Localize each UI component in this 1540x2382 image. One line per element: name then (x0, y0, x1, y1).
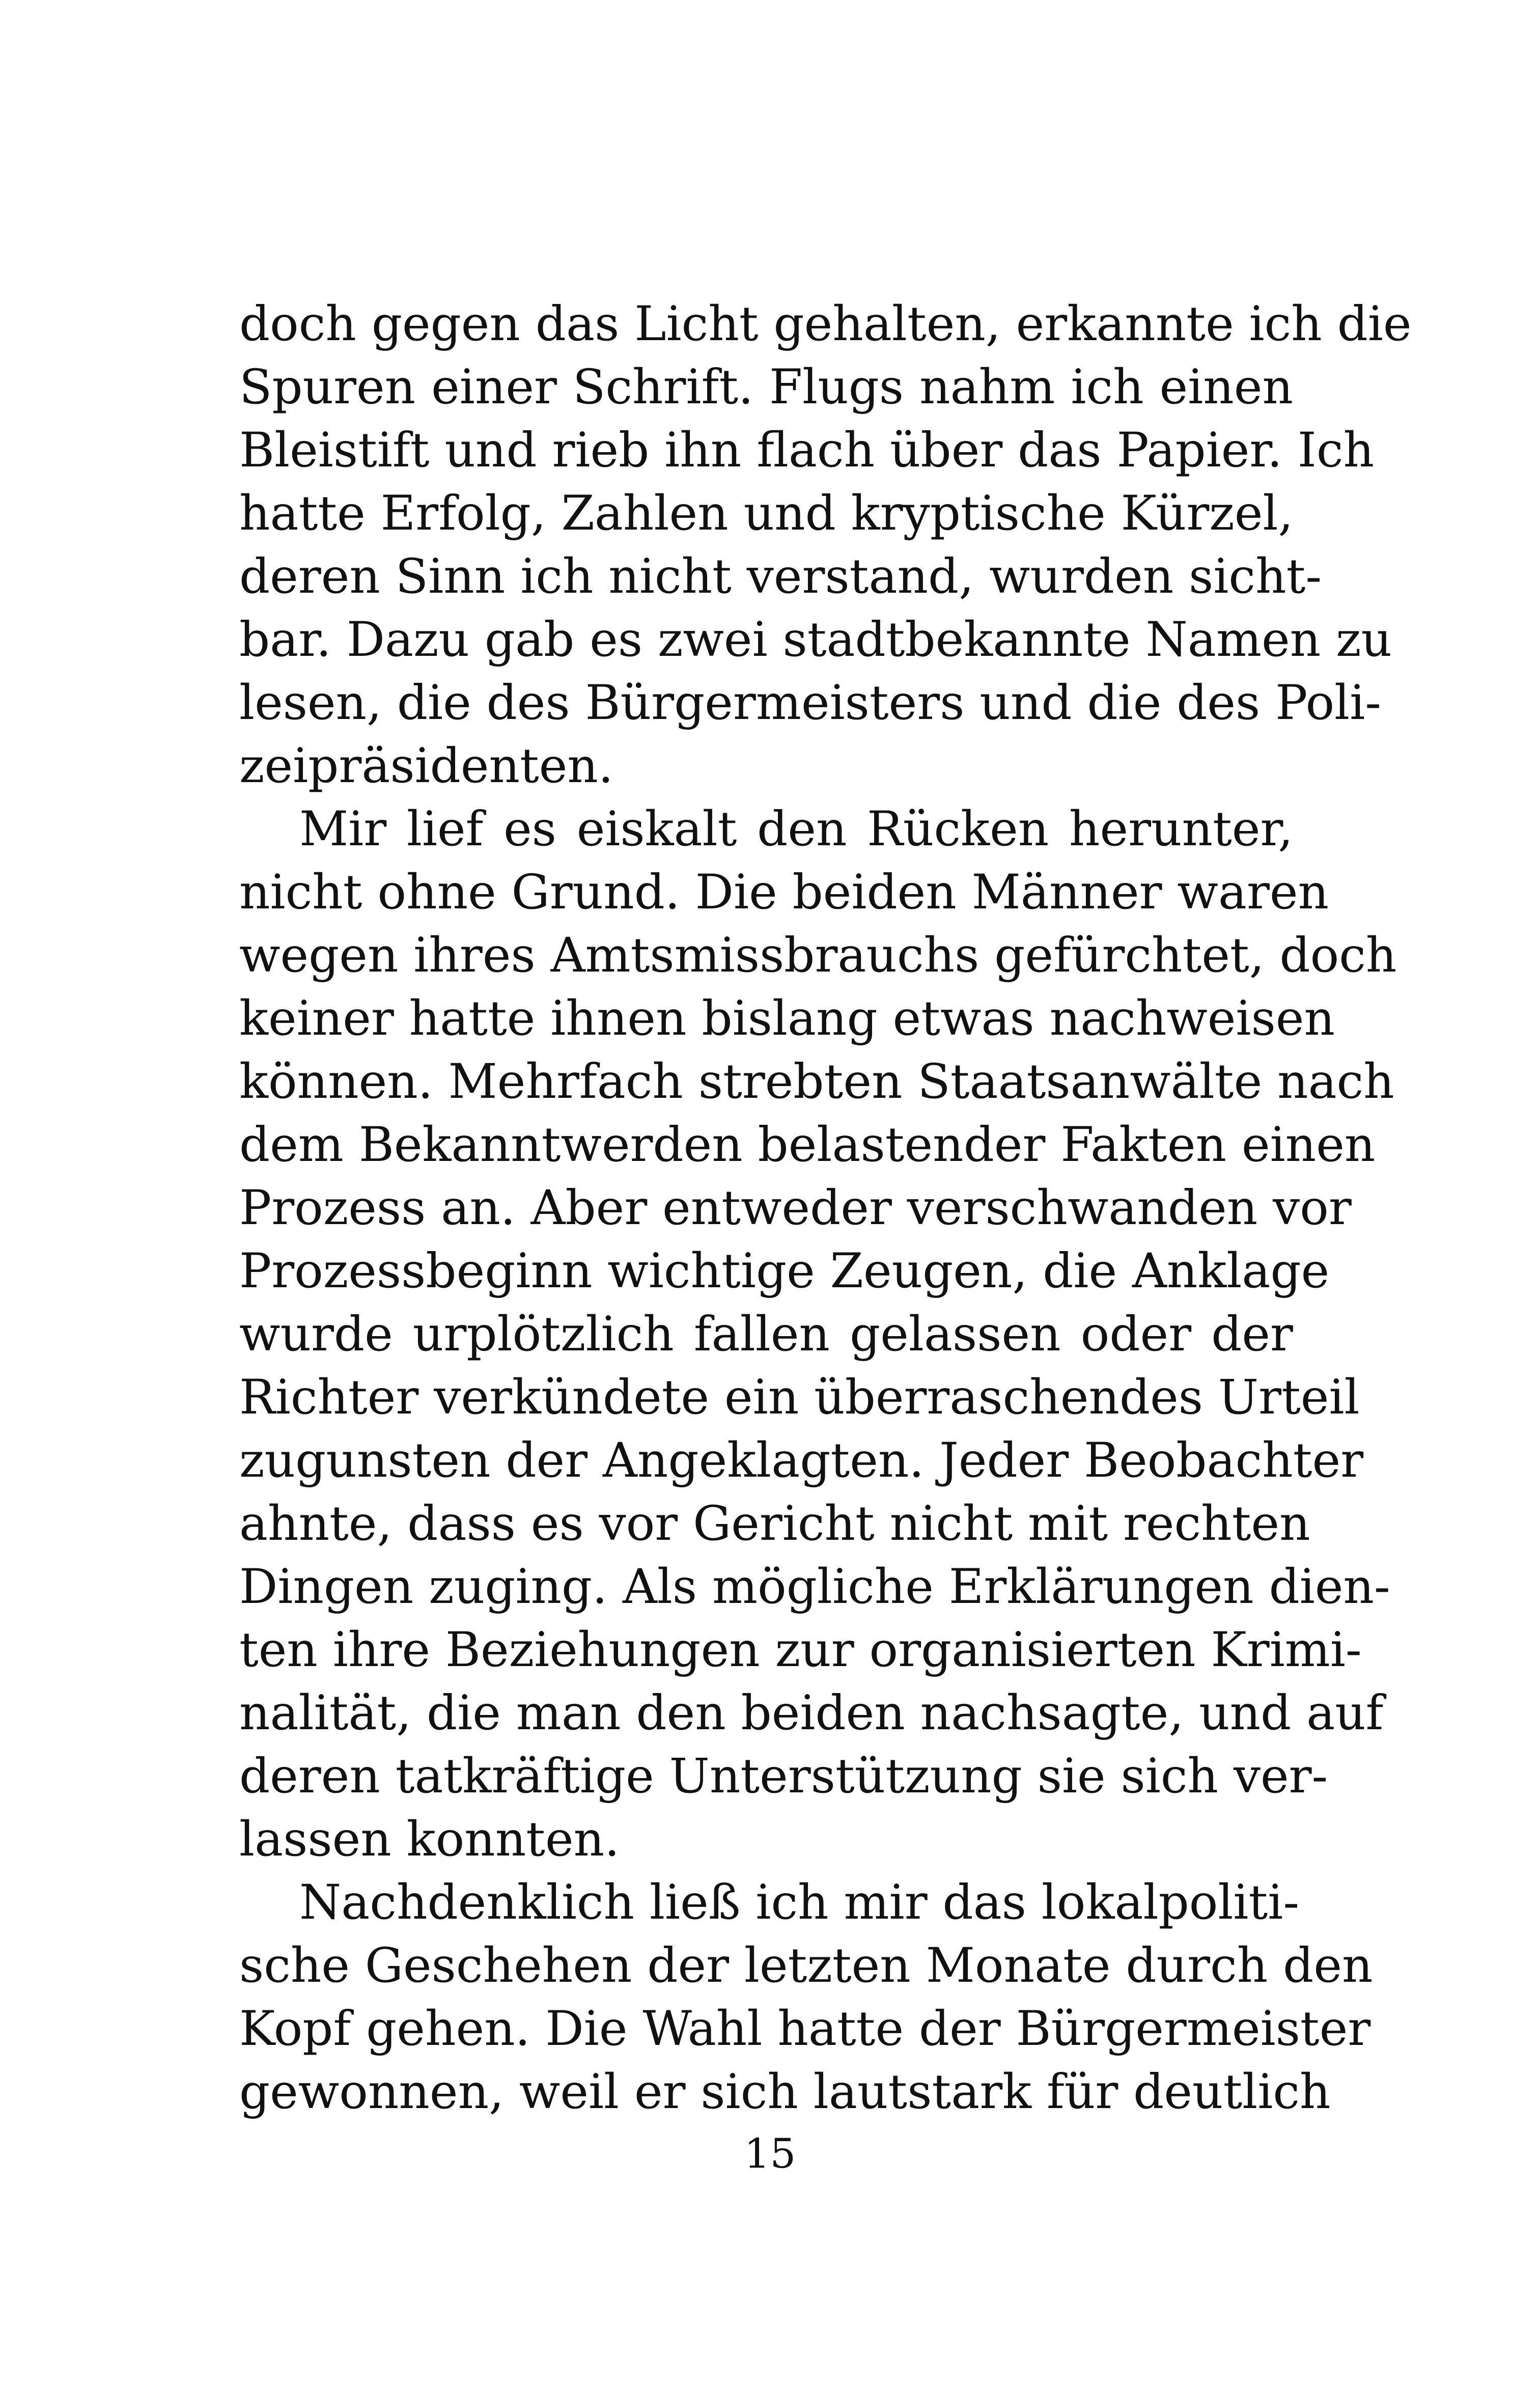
text-line: lassen konnten. (239, 1812, 620, 1867)
text-line: hatte Erfolg, Zahlen und kryptische Kürzel, (239, 486, 1294, 541)
body-text (239, 293, 1412, 2124)
text-line: Kopf gehen. Die Wahl hatte der Bürgermeister (239, 2001, 1371, 2057)
page-number: 15 (744, 2130, 796, 2177)
text-line: ahnte, dass es vor Gericht nicht mit rechten (239, 1496, 1310, 1552)
text-line: Dingen zuging. Als mögliche Erklärungen dien- (239, 1559, 1390, 1615)
text-line: wegen ihres Amtsmissbrauchs gefürchtet, doch (239, 928, 1397, 983)
text-line: lesen, die des Bürgermeisters und die des Poli- (239, 675, 1382, 731)
text-line: Spuren einer Schrift. Flugs nahm ich einen (239, 359, 1293, 415)
text-line: können. Mehrfach strebten Staatsanwälte nach (239, 1054, 1394, 1110)
text-line: zeipräsidenten. (239, 738, 613, 794)
text-line: dem Bekanntwerden belastender Fakten einen (239, 1117, 1376, 1173)
text-line: wurde urplötzlich fallen gelassen oder der (239, 1307, 1293, 1362)
text-line: ten ihre Beziehungen zur organisierten Krimi- (239, 1622, 1362, 1678)
text-line: nalität, die man den beiden nachsagte, und auf (239, 1685, 1384, 1741)
text-line: Prozessbeginn wichtige Zeugen, die Anklage (239, 1243, 1330, 1299)
text-line: keiner hatte ihnen bislang etwas nachweisen (239, 991, 1335, 1046)
text-line: Richter verkündete ein überraschendes Urteil (239, 1370, 1360, 1425)
text-line: zugunsten der Angeklagten. Jeder Beobachter (239, 1433, 1364, 1488)
text-line: deren Sinn ich nicht verstand, wurden sicht- (239, 549, 1322, 604)
text-line: Nachdenklich ließ ich mir das lokalpoliti- (299, 1875, 1300, 1930)
text-line: bar. Dazu gab es zwei stadtbekannte Namen zu (239, 612, 1392, 668)
text-line: sche Geschehen der letzten Monate durch den (239, 1938, 1373, 1993)
text-line: Mir lief es eiskalt den Rücken herunter, (299, 801, 1293, 857)
text-line: Bleistift und rieb ihn flach über das Papier. Ich (239, 423, 1375, 478)
text-line: Prozess an. Aber entweder verschwanden vor (239, 1180, 1352, 1236)
text-line: doch gegen das Licht gehalten, erkannte ich die (239, 296, 1412, 352)
text-line: nicht ohne Grund. Die beiden Männer waren (239, 865, 1329, 920)
text-line: gewonnen, weil er sich lautstark für deutlich (239, 2064, 1331, 2120)
text-line: deren tatkräftige Unterstützung sie sich ver- (239, 1749, 1328, 1804)
